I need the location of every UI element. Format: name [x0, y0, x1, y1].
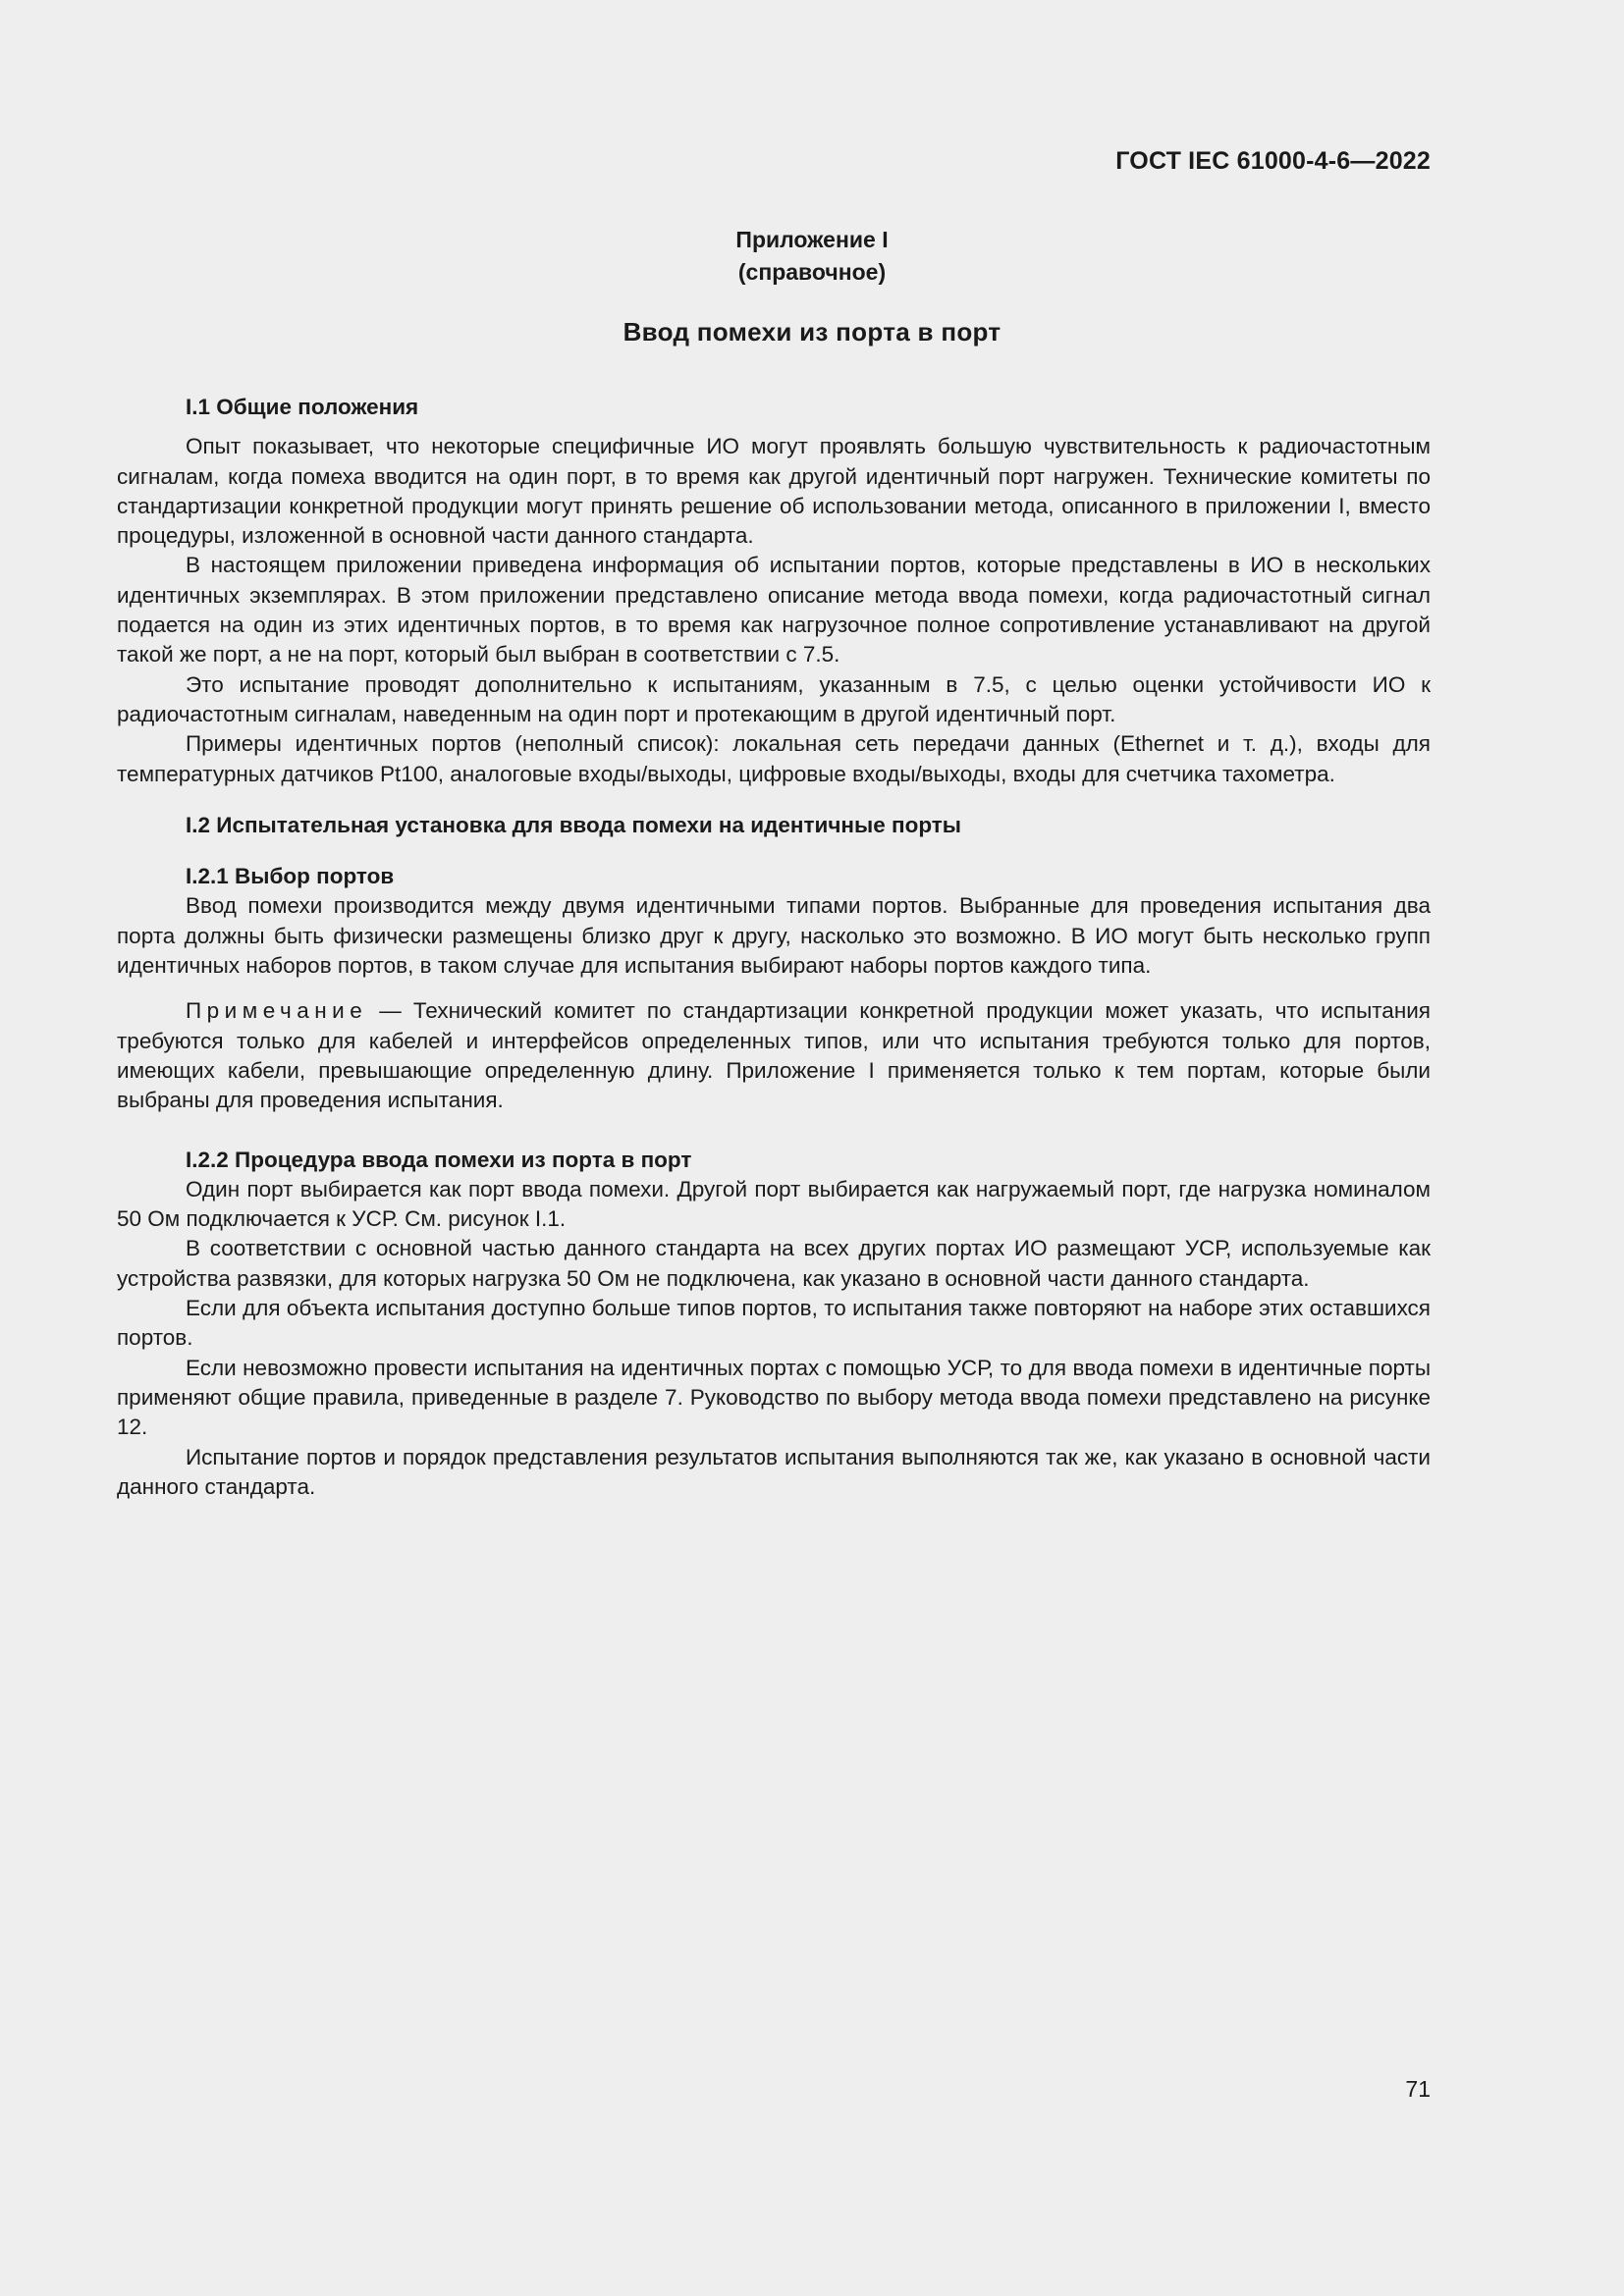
- note: [117, 996, 1431, 1115]
- section-heading-i2: I.2 Испытательная установка для ввода помехи на идентичные порты: [186, 812, 962, 837]
- annex-type: (справочное): [737, 259, 887, 285]
- annex-header: [0, 224, 1624, 289]
- document-body: [117, 393, 1431, 1502]
- section-heading-i2-1: I.2.1 Выбор портов: [186, 864, 395, 889]
- section-heading-i2-2: I.2.2 Процедура ввода помехи из порта в порт: [186, 1147, 692, 1172]
- paragraph: Ввод помехи производится между двумя идентичными типами портов. Выбранные для проведения испытания два порта должны быть физически размещены близко друг к другу, насколько это возможно. В ИО могут быть несколько групп идентичных наборов портов, в таком случае для испытания выбирают наборы портов каждого типа.: [117, 893, 1431, 979]
- paragraph: Один порт выбирается как порт ввода помехи. Другой порт выбирается как нагружаемый порт, где нагрузка номиналом 50 Ом подключается к УСР. См. рисунок I.1.: [117, 1176, 1431, 1232]
- paragraph: В настоящем приложении приведена информация об испытании портов, которые представлены в ИО в нескольких идентичных экземплярах. В этом приложении представлено описание метода ввода помехи, когда радиочастотный сигнал подается на один из этих идентичных портов, в то время как нагрузочное полное сопротивление устанавливают на другой такой же порт, а не на порт, который был выбран в соответствии с 7.5.: [117, 553, 1431, 667]
- note-label: Примечание: [186, 998, 368, 1024]
- paragraph: Примеры идентичных портов (неполный список): локальная сеть передачи данных (Ethernet и т. д.), входы для температурных датчиков Pt100, аналоговые входы/выходы, цифровые входы/выходы, входы для счетчика тахометра.: [117, 731, 1431, 786]
- document-code: ГОСТ IEC 61000-4-6—2022: [1115, 147, 1431, 175]
- section-heading-i1: I.1 Общие положения: [186, 395, 419, 419]
- annex-title: Ввод помехи из порта в порт: [623, 317, 1001, 347]
- paragraph: Если для объекта испытания доступно больше типов портов, то испытания также повторяют на наборе этих оставшихся портов.: [117, 1296, 1431, 1351]
- paragraph: Это испытание проводят дополнительно к испытаниям, указанным в 7.5, с целью оценки устойчивости ИО к радиочастотным сигналам, наведенным на один порт и протекающим в другой идентичный порт.: [117, 671, 1431, 726]
- paragraph: Испытание портов и порядок представления результатов испытания выполняются так же, как указано в основной части данного стандарта.: [117, 1444, 1431, 1499]
- paragraph: Опыт показывает, что некоторые специфичные ИО могут проявлять большую чувствительность к радиочастотным сигналам, когда помеха вводится на один порт, в то время как другой идентичный порт нагружен. Технические комитеты по стандартизации конкретной продукции могут принять решение об использовании метода, описанного в приложении I, вместо процедуры, изложенной в основной части данного стандарта.: [117, 434, 1431, 549]
- paragraph: В соответствии с основной частью данного стандарта на всех других портах ИО размещают УСР, используемые как устройства развязки, для которых нагрузка 50 Ом не подключена, как указано в основной части данного стандарта.: [117, 1236, 1431, 1291]
- paragraph: Если невозможно провести испытания на идентичных портах с помощью УСР, то для ввода помехи в идентичные порты применяют общие правила, приведенные в разделе 7. Руководство по выбору метода ввода помехи представлено на рисунке 12.: [117, 1355, 1431, 1440]
- page-number: 71: [1405, 2076, 1431, 2102]
- note-text: — Технический комитет по стандартизации конкретной продукции может указать, что испытания требуются только для кабелей и интерфейсов определенных типов, или что испытания требуются только для портов, имеющих кабели, превышающие определенную длину. Приложение I применяется только к тем портам, которые были выбраны для проведения испытания.: [117, 998, 1431, 1113]
- annex-label: Приложение I: [735, 227, 889, 252]
